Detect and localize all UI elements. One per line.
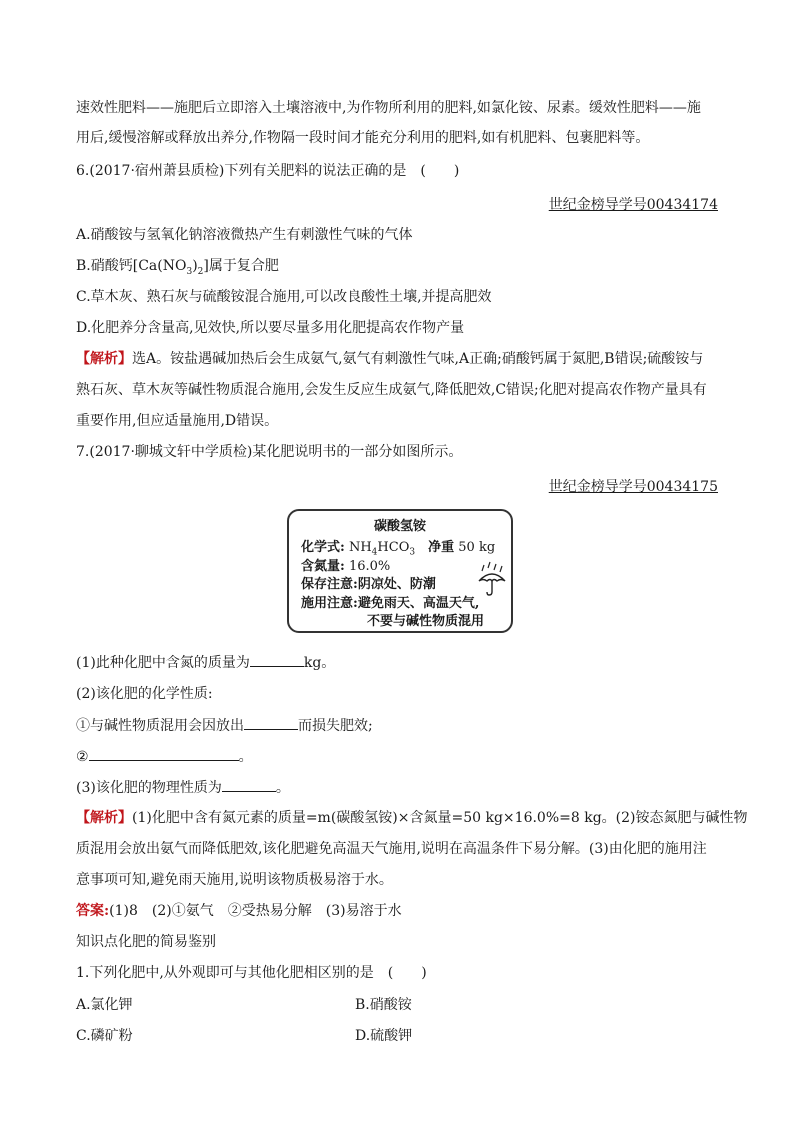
question-7-analysis-line-3: 意事项可知,避免雨天施用,说明该物质极易溶于水。 [76,872,393,888]
answer-blank[interactable] [222,777,276,792]
question-1-stem: 1.下列化肥中,从外观即可与其他化肥相区别的是 ( ) [76,965,427,981]
label-key: 净重 [428,540,455,555]
question-7-ref-code: 世纪金榜导学号00434175 [548,479,718,495]
question-6-option-b [76,256,279,282]
sub-2b-text: 。 [238,749,253,765]
label-value: 阴凉处、防潮 [357,577,436,592]
option-b-text: ]属于复合肥 [203,258,279,274]
option-b-text: ) [192,258,198,274]
answer-text: (1)8 (2)①氨气 ②受热易分解 (3)易溶于水 [109,903,402,919]
question-6-analysis-line-3: 重要作用,但应适量施用,D错误。 [76,413,279,429]
label-title: 碳酸氢铵 [373,519,426,534]
question-6-stem: 6.(2017·宿州萧县质检)下列有关肥料的说法正确的是 ( ) [76,163,460,179]
label-value: 50 kg [458,540,496,555]
label-key: 保存注意: [301,577,358,592]
question-1-option-b: B.硝酸铵 [355,997,412,1013]
fertilizer-label-figure [287,509,513,633]
question-6-option-c: C.草木灰、熟石灰与硫酸铵混合施用,可以改良酸性土壤,并提高肥效 [76,289,492,305]
label-nitrogen-row [301,558,390,576]
label-value: 16.0% [348,559,391,574]
label-key: 含氮量: [301,559,345,574]
subscript: 3 [186,266,193,277]
question-7-stem: 7.(2017·聊城文轩中学质检)某化肥说明书的一部分如图所示。 [76,444,463,460]
sub-2a-text: 而损失肥效; [298,718,373,734]
question-7-sub-2: (2)该化肥的化学性质: [76,686,213,702]
label-value: HCO [377,540,410,555]
analysis-text: (1)化肥中含有氮元素的质量=m(碳酸氢铵)×含氮量=50 kg×16.0%=8 kg。(2)铵态氮肥与碱性物 [132,810,748,826]
intro-line-2: 用后,缓慢溶解或释放出养分,作物隔一段时间才能充分利用的肥料,如有机肥料、包裹肥料等。 [76,130,650,146]
question-7-sub-2b [76,746,253,767]
label-value: NH [348,540,372,555]
subscript: 3 [409,547,416,558]
intro-line-1: 速效性肥料——施肥后立即溶入土壤溶液中,为作物所利用的肥料,如氯化铵、尿素。缓效性肥料——施 [76,100,701,116]
question-7-analysis-line-1 [76,808,748,828]
question-7-sub-2a [76,715,373,736]
answer-blank[interactable] [89,746,239,761]
question-7-sub-3 [76,777,290,798]
analysis-tag: 【解析】 [76,351,132,367]
label-storage-row [301,576,436,594]
question-6-ref-code: 世纪金榜导学号00434174 [548,197,718,213]
umbrella-rain-icon [475,561,509,597]
question-7-answer [76,901,402,921]
analysis-tag: 【解析】 [76,810,132,826]
label-value: 不要与碱性物质混用 [367,614,485,629]
sub-1-unit: kg。 [303,655,336,671]
label-key: 化学式: [301,540,345,555]
question-6-analysis-line-1 [76,349,703,369]
answer-blank[interactable] [250,652,304,667]
label-key: 施用注意: [301,596,358,611]
subscript: 2 [197,266,204,277]
answer-tag: 答案: [76,903,110,919]
sub-2a-text: ①与碱性物质混用会因放出 [76,718,244,734]
question-7-sub-1 [76,652,335,673]
label-value: 避免雨天、高温天气, [357,596,480,611]
question-6-analysis-line-2: 熟石灰、草木灰等碱性物质混合施用,会发生反应生成氨气,降低肥效,C错误;化肥对提高农作物产量具有 [76,382,707,398]
answer-blank[interactable] [244,715,298,730]
sub-1-text: (1)此种化肥中含氮的质量为 [76,655,250,671]
option-b-text: B.硝酸钙[Ca(NO [76,258,187,274]
section-title: 知识点化肥的简易鉴别 [76,934,216,950]
sub-3-text: (3)该化肥的物理性质为 [76,780,222,796]
subscript: 4 [371,547,378,558]
label-usage-row [301,595,479,613]
question-1-option-a: A.氯化钾 [76,997,133,1013]
question-6-option-d: D.化肥养分含量高,见效快,所以要尽量多用化肥提高农作物产量 [76,320,465,336]
sub-3-text: 。 [275,780,290,796]
question-7-analysis-line-2: 质混用会放出氨气而降低肥效,该化肥避免高温天气施用,说明在高温条件下易分解。(3)由化肥的施用注 [76,841,707,857]
sub-2b-text: ② [76,749,89,765]
label-usage-row-2 [367,613,484,631]
question-6-option-a: A.硝酸铵与氢氧化钠溶液微热产生有刺激性气味的气体 [76,227,413,243]
question-1-option-c: C.磷矿粉 [76,1028,133,1044]
question-1-option-d: D.硫酸钾 [355,1028,413,1044]
analysis-text: 选A。铵盐遇碱加热后会生成氨气,氨气有刺激性气味,A正确;硝酸钙属于氮肥,B错误;硫酸铵与 [132,351,704,367]
